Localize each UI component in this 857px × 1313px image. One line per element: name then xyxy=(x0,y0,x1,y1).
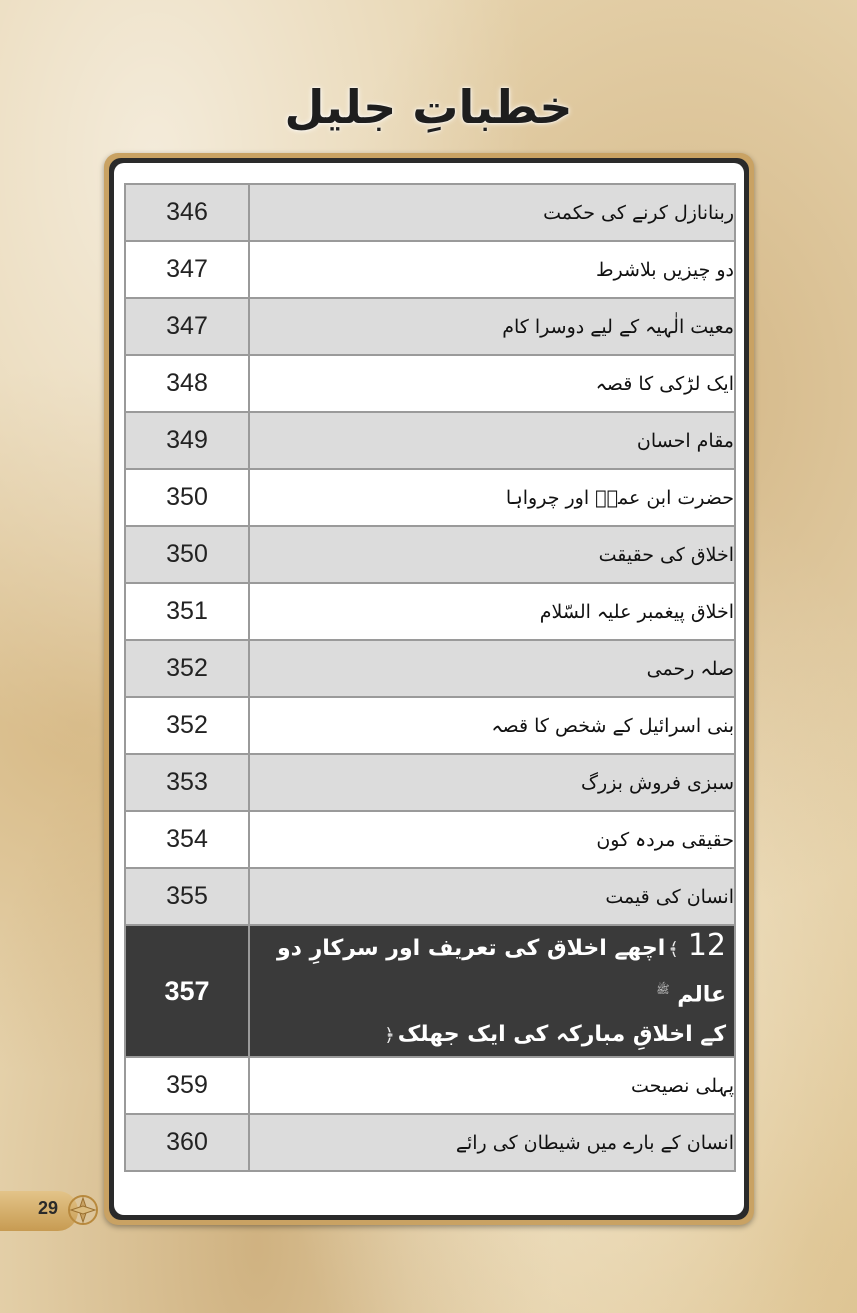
toc-row xyxy=(125,1114,735,1171)
toc-page-number: 348 xyxy=(125,355,249,412)
toc-row xyxy=(125,298,735,355)
toc-title: دو چیزیں بلاشرط xyxy=(249,241,735,298)
chapter-number: 12 xyxy=(687,928,726,963)
toc-row xyxy=(125,184,735,241)
chapter-heading-line-2 xyxy=(250,1015,726,1056)
toc-row xyxy=(125,355,735,412)
toc-title: معیت الٰہیہ کے لیے دوسرا کام xyxy=(249,298,735,355)
toc-title: مقام احسان xyxy=(249,412,735,469)
toc-page-number: 352 xyxy=(125,640,249,697)
chapter-heading-line-1 xyxy=(250,926,726,1015)
toc-title: حقیقی مردہ کون xyxy=(249,811,735,868)
toc-row xyxy=(125,754,735,811)
page-number: 29 xyxy=(37,1198,59,1218)
toc-row xyxy=(125,868,735,925)
toc-row xyxy=(125,583,735,640)
chapter-page-number: 357 xyxy=(125,925,249,1057)
toc-title: اخلاق کی حقیقت xyxy=(249,526,735,583)
ornament-icon xyxy=(66,1193,100,1227)
toc-page-number: 347 xyxy=(125,241,249,298)
toc-row xyxy=(125,526,735,583)
toc-title: اخلاق پیغمبر علیہ السّلام xyxy=(249,583,735,640)
chapter-title-line-2: کے اخلاقِ مبارکہ کی ایک جھلک xyxy=(397,1022,726,1048)
toc-page-number: 352 xyxy=(125,697,249,754)
toc-page-number: 351 xyxy=(125,583,249,640)
toc-title: صلہ رحمی xyxy=(249,640,735,697)
toc-title: سبزی فروش بزرگ xyxy=(249,754,735,811)
ornament-icon: ﴿ xyxy=(384,1025,395,1047)
toc-page-number: 355 xyxy=(125,868,249,925)
toc-title: انسان کے بارے میں شیطان کی رائے xyxy=(249,1114,735,1171)
chapter-title-line-1: اچھے اخلاق کی تعریف اور سرکارِ دو عالم xyxy=(276,936,726,1008)
toc-page-number: 354 xyxy=(125,811,249,868)
toc-title: حضرت ابن عمرؓ اور چرواہا xyxy=(249,469,735,526)
toc-row xyxy=(125,1057,735,1114)
toc-row xyxy=(125,469,735,526)
toc-page-number: 360 xyxy=(125,1114,249,1171)
toc-title: ایک لڑکی کا قصہ xyxy=(249,355,735,412)
chapter-heading-row xyxy=(125,925,735,1057)
toc-page-number: 350 xyxy=(125,526,249,583)
toc-row xyxy=(125,811,735,868)
book-title: خطباتِ جلیل xyxy=(284,80,573,134)
toc-title: پہلی نصیحت xyxy=(249,1057,735,1114)
toc-page-number: 359 xyxy=(125,1057,249,1114)
toc-page-number: 346 xyxy=(125,184,249,241)
table-of-contents xyxy=(124,183,736,1172)
toc-page-number: 347 xyxy=(125,298,249,355)
chapter-heading xyxy=(249,925,735,1057)
toc-title: بنی اسرائیل کے شخص کا قصہ xyxy=(249,697,735,754)
toc-row xyxy=(125,640,735,697)
toc-row xyxy=(125,412,735,469)
toc-title: انسان کی قیمت xyxy=(249,868,735,925)
toc-row xyxy=(125,241,735,298)
ornament-icon: ﴾ xyxy=(668,939,679,960)
toc-page-number: 353 xyxy=(125,754,249,811)
toc-row xyxy=(125,697,735,754)
toc-title: ربنانازل کرنے کی حکمت xyxy=(249,184,735,241)
toc-page-number: 350 xyxy=(125,469,249,526)
salawat-symbol: ﷺ xyxy=(656,983,670,996)
toc-page-number: 349 xyxy=(125,412,249,469)
